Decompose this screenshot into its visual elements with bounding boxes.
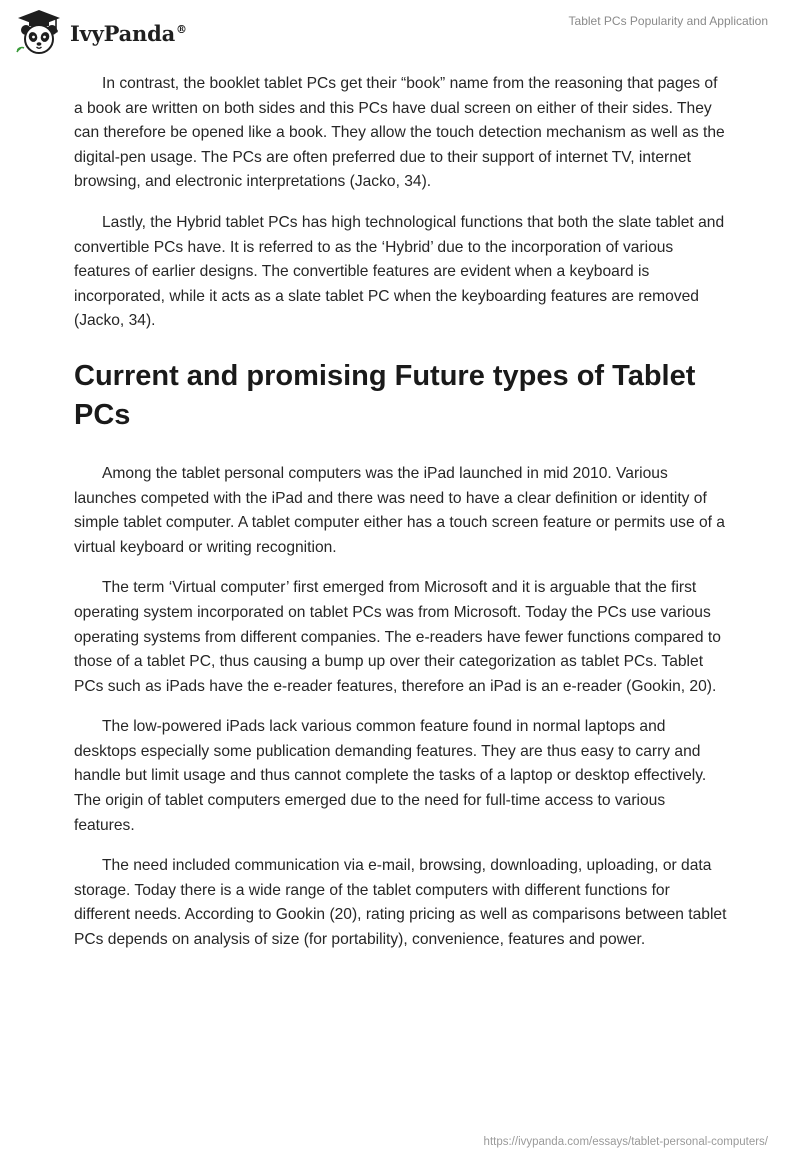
paragraph: Among the tablet personal computers was the iPad launched in mid 2010. Various launches competed with the iPad and there was need to have a clear definition or identity of simple tablet computer. A tablet computer either has a touch screen feature or permits use of a virtual keyboard or writing recognition.	[74, 464, 725, 556]
document-title: Tablet PCs Popularity and Application	[568, 14, 768, 28]
source-url-link[interactable]: https://ivypanda.com/essays/tablet-personal-computers/	[483, 1136, 768, 1148]
ivypanda-logo[interactable]	[14, 8, 187, 56]
paragraph: The term ‘Virtual computer’ first emerged from Microsoft and it is arguable that the first operating system incorporated on tablet PCs was from Microsoft. Today the PCs use various operating systems from different companies. The e-readers have fewer functions compared to those of a tablet PC, thus causing a bump up over their categorization as tablet PCs. Tablet PCs such as iPads have the e-reader features, therefore an iPad is an e-reader (Gookin, 20).	[74, 579, 721, 695]
section-heading: Current and promising Future types of Tablet PCs	[74, 359, 696, 431]
paragraph: The low-powered iPads lack various common feature found in normal laptops and desktops especially some publication demanding features. They are thus easy to carry and handle but limit usage and thus cannot complete the tasks of a laptop or desktop effectively. The origin of tablet computers emerged due to the need for full-time access to various features.	[74, 718, 707, 834]
paragraph: Lastly, the Hybrid tablet PCs has high technological functions that both the slate tablet and convertible PCs have. It is referred to as the ‘Hybrid’ due to the incorporation of various features of earlier designs. The convertible features are evident when a keyboard is incorporated, while it acts as a slate tablet PC when the keyboarding features are removed (Jacko, 34).	[74, 213, 725, 330]
paragraph: In contrast, the booklet tablet PCs get their “book” name from the reasoning that pages of a book are written on both sides and this PCs have dual screen on either of their sides. They can therefore be opened like a book. They allow the touch detection mechanism as well as the digital-pen usage. The PCs are often preferred due to their support of internet TV, internet browsing, and electronic interpretations (Jacko, 34).	[74, 75, 725, 191]
registered-mark: ®	[176, 22, 187, 36]
paragraph: The need included communication via e-mail, browsing, downloading, uploading, or data storage. Today there is a wide range of the tablet computers with different functions for different needs. According to Gookin (20), rating pricing as well as comparisons between tablet PCs depends on analysis of size (for portability), convenience, features and power.	[74, 857, 727, 949]
brand-name: IvyPanda®	[70, 20, 187, 46]
essay-content	[74, 72, 730, 969]
page-header	[0, 0, 800, 64]
panda-graduate-icon	[14, 8, 64, 56]
